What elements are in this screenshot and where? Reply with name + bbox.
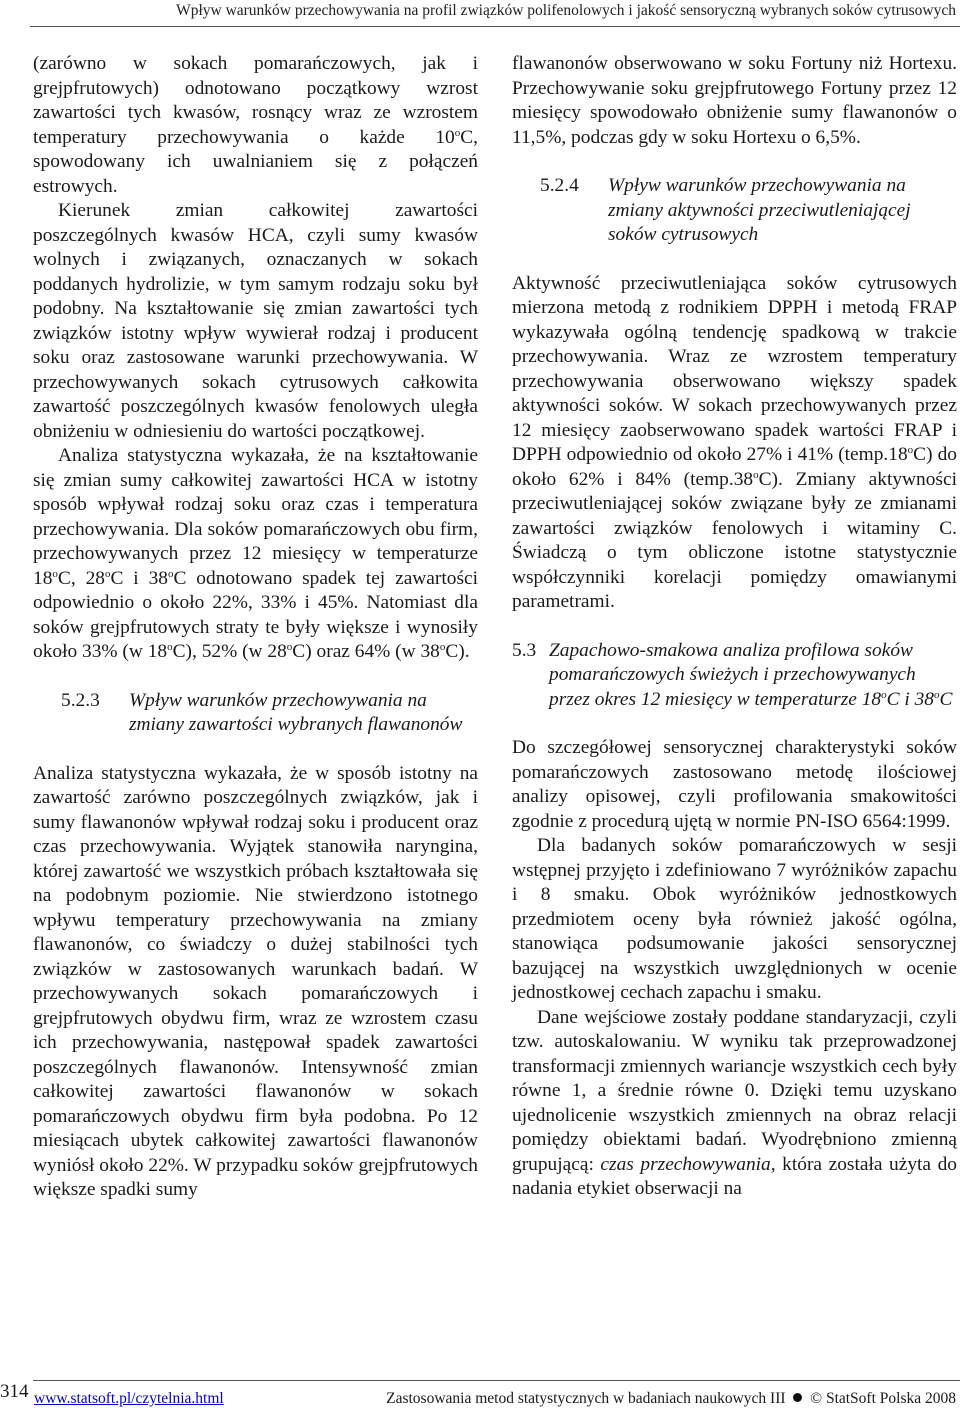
running-title: Wpływ warunków przechowywania na profil związków polifenolowych i jakość sensoryczną wybranych soków cytrusowych [176, 2, 956, 19]
section-number: 5.2.4 [540, 175, 579, 196]
right-column [512, 52, 957, 1202]
left-column [33, 52, 478, 1203]
paragraph-hca-intro: (zarówno w sokach pomarańczowych, jak i grejpfrutowych) odnotowano początkowy wzrost zawartości tych kwasów, rosnący wraz ze wzrostem temperatury przechowywania o każde 10$^o$C, spowodowany ich uwalnianiem się z połączeń estrowych. [33, 53, 478, 197]
paragraph-standardization: Dane wejściowe zostały poddane standaryzacji, czyli tzw. autoskalowaniu. W wyniku tak przeprowadzonej transformacji zmiennych wariancje wszystkich cech były równe 1, a średnie równe 0. Dzięki temu uzyskano ujednolicenie wszystkich zmiennych na obraz relacji pomiędzy obiektami badań. Wyodrębniono zmienną grupującą: czas przechowywania, która została użyta do nadania etykiet obserwacji na [512, 1006, 957, 1199]
footer-link[interactable]: www.statsoft.pl/czytelnia.html [34, 1390, 224, 1407]
paragraph-hca-statistics: Analiza statystyczna wykazała, że na kształtowanie się zmian sumy całkowitej zawartości HCA w istotny sposób wpływał rodzaj soku oraz czas i temperatura przechowywania. Dla soków pomarańczowych obu firm, przechowywanych przez 12 miesięcy w temperaturze 18$^o$C, 28$^o$C i 38$^o$C odnotowano spadek tej zawartości odpowiednio o około 22%, 33% i 45%. Natomiast dla soków grejpfrutowych straty te były większe i wynosiły około 33% (w 18$^o$C), 52% (w 28$^o$C) oraz 64% (w 38$^o$C). [33, 445, 478, 662]
section-heading-5-2-4 [512, 174, 957, 248]
section-number: 5.2.3 [61, 689, 100, 711]
section-title: Zapachowo-smakowa analiza profilowa soków pomarańczowych świeżych i przechowywanych przez okres 12 miesięcy w temperaturze 18$^o$C i 38$^o$C [549, 639, 953, 710]
footer-rule [33, 1380, 960, 1381]
paragraph-sensory-method: Do szczegółowej sensorycznej charakterystyki soków pomarańczowych zastosowano metodę ilościowej analizy opisowej, czyli profilowania smakowitości zgodnie z procedurą ujętą w normie PN-ISO 6564:1999. [512, 737, 957, 832]
header-rule [30, 26, 960, 27]
page-footer [0, 1380, 960, 1410]
section-heading-5-2-3 [33, 689, 478, 738]
paragraph-antioxidant: Aktywność przeciwutleniająca soków cytrusowych mierzona metodą z rodnikiem DPPH i metodą FRAP wykazywała ogólną tendencję spadkową w trakcie przechowywania. Wraz ze wzrostem temperatury przechowywania obserwowano większy spadek aktywności soków. W sokach przechowywanych przez 12 miesięcy zaobserwowano spadek wartości FRAP i DPPH odpowiednio od około 27% i 41% (temp.18$^o$C) do około 62% i 84% (temp.38$^o$C). Zmiany aktywności przeciwutleniającej soków związane były ze zmianami zawartości związków fenolowych i witaminy C. Świadczą o tym obliczone istotne statystycznie współczynniki korelacji pomiędzy omawianymi parametrami. [512, 272, 957, 612]
paragraph-flavanones: Analiza statystyczna wykazała, że w sposób istotny na zawartość zarówno poszczególnych związków, jak i sumy flawanonów wpływał rodzaj soku i producent oraz czas przechowywania. Wyjątek stanowiła naryngina, której zawartość we wszystkich próbach kształtowała się na podobnym poziomie. Nie stwierdzono istotnego wpływu temperatury przechowywania na zmiany flawanonów, co świadczy o dużej stabilności tych związków w zastosowanych warunkach badań. W przechowywanych sokach pomarańczowych i grejpfrutowych obydwu firm, wraz ze wzrostem czasu ich przechowywania, następował spadek zawartości poszczególnych flawanonów. Intensywność zmian całkowitej zawartości flawanonów w sokach pomarańczowych obydwu firm była podobna. Po 12 miesiącach ubytek całkowitej zawartości flawanonów wyniósł około 22%. W przypadku soków grejpfrutowych większe spadki sumy [33, 762, 478, 1200]
paragraph-flavanones-cont: flawanonów obserwowano w soku Fortuny niż Hortexu. Przechowywanie soku grejpfrutowego Fortuny przez 12 miesięcy spowodowało obniżenie sumy flawanonów o 11,5%, podczas gdy w soku Hortexu o 6,5%. [512, 53, 957, 148]
section-title: Wpływ warunków przechowywania na zmiany aktywności przeciwutleniającej soków cytrusowych [608, 175, 911, 245]
bullet-icon [793, 1393, 802, 1402]
paragraph-sensory-attributes: Dla badanych soków pomarańczowych w sesji wstępnej przyjęto i zdefiniowano 7 wyróżników zapachu i 8 smaku. Obok wyróżników jednostkowych przedmiotem oceny była również jakość ogólna, stanowiąca podsumowanie jakości sensorycznej bazującej na wszystkich uwzględnionych w ocenie jednostkowej cechach zapachu i smaku. [512, 835, 957, 1003]
footer-title: Zastosowania metod statystycznych w badaniach naukowych III © StatSoft Polska 2008 [386, 1390, 956, 1407]
page-number: 314 [0, 1381, 29, 1402]
section-heading-5-3 [512, 639, 957, 713]
paragraph-hca-direction: Kierunek zmian całkowitej zawartości poszczególnych kwasów HCA, czyli sumy kwasów wolnych i związanych, oznaczanych w sokach poddanych hydrolizie, w tym samym rodzaju soku był podobny. Na kształtowanie się zmian zawartości tych związków istotny wpływ wywierał rodzaj i producent soku oraz zastosowane warunki przechowywania. W przechowywanych sokach cytrusowych całkowita zawartość poszczególnych kwasów fenolowych uległa obniżeniu w odniesieniu do wartości początkowej. [33, 200, 478, 442]
section-title: Wpływ warunków przechowywania na zmiany zawartości wybranych flawanonów [129, 689, 463, 735]
running-header [0, 0, 960, 40]
section-number: 5.3 [512, 639, 537, 661]
